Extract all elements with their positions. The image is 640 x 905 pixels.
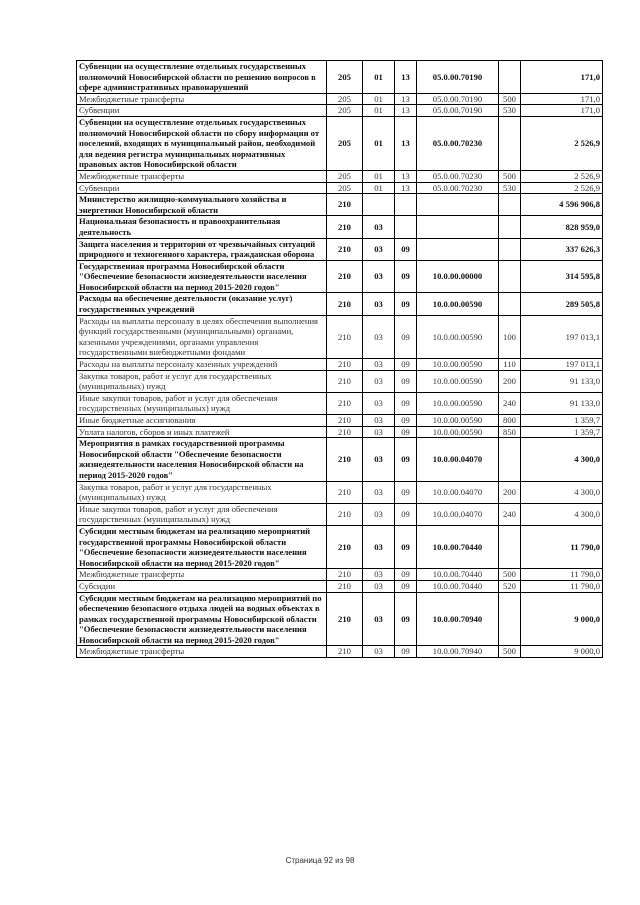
row-vr-cell	[499, 438, 521, 481]
row-vr-cell: 500	[499, 569, 521, 581]
row-name-cell: Расходы на выплаты персоналу казенных учреждений	[77, 359, 327, 371]
row-csr-cell: 05.0.00.70190	[417, 61, 499, 94]
row-sum-cell: 2 526,9	[521, 170, 603, 182]
row-rz-cell: 03	[363, 592, 395, 646]
table-row	[77, 116, 603, 170]
row-csr-cell: 10.0.00.00590	[417, 315, 499, 358]
table-row	[77, 105, 603, 117]
row-csr-cell: 10.0.00.00000	[417, 260, 499, 293]
row-rz-cell: 03	[363, 646, 395, 658]
row-sum-cell: 4 300,0	[521, 503, 603, 525]
row-vr-cell	[499, 260, 521, 293]
row-name-cell: Межбюджетные трансферты	[77, 569, 327, 581]
row-csr-cell: 10.0.00.70940	[417, 646, 499, 658]
row-rz-cell: 03	[363, 580, 395, 592]
row-rz-cell: 01	[363, 182, 395, 194]
row-rz-cell: 03	[363, 569, 395, 581]
row-vr-cell: 800	[499, 415, 521, 427]
row-rz-cell: 03	[363, 293, 395, 315]
row-rz-cell: 01	[363, 61, 395, 94]
row-sum-cell: 828 959,0	[521, 216, 603, 238]
table-row	[77, 392, 603, 414]
row-name-cell: Межбюджетные трансферты	[77, 646, 327, 658]
row-name-cell: Уплата налогов, сборов и иных платежей	[77, 426, 327, 438]
row-csr-cell: 10.0.00.70440	[417, 569, 499, 581]
row-vr-cell: 500	[499, 170, 521, 182]
row-ved-cell: 210	[327, 525, 363, 568]
page-footer: Страница 92 из 98	[285, 856, 355, 865]
row-ved-cell: 210	[327, 238, 363, 260]
row-csr-cell: 10.0.00.00590	[417, 293, 499, 315]
row-rz-cell: 03	[363, 315, 395, 358]
row-ved-cell: 210	[327, 260, 363, 293]
row-csr-cell: 10.0.00.04070	[417, 481, 499, 503]
row-ved-cell: 210	[327, 293, 363, 315]
row-vr-cell: 530	[499, 105, 521, 117]
row-pr-cell: 09	[395, 426, 417, 438]
table-row	[77, 61, 603, 94]
row-ved-cell: 205	[327, 61, 363, 94]
row-sum-cell: 197 013,1	[521, 359, 603, 371]
row-rz-cell	[363, 194, 395, 216]
row-csr-cell: 05.0.00.70230	[417, 182, 499, 194]
row-name-cell: Расходы на обеспечение деятельности (оказание услуг) государственных учреждений	[77, 293, 327, 315]
row-name-cell: Национальная безопасность и правоохранительная деятельность	[77, 216, 327, 238]
row-pr-cell: 13	[395, 170, 417, 182]
table-row	[77, 194, 603, 216]
row-name-cell: Субсидии местным бюджетам на реализацию мероприятий по обеспечению безопасного отдыха людей на водных объектах в рамках государственной программы Новосибирской области "Обеспечение безопасности жизнедеятельности населения Новосибирской области на период 2015-2020 годов"	[77, 592, 327, 646]
row-vr-cell	[499, 194, 521, 216]
row-ved-cell: 210	[327, 569, 363, 581]
row-name-cell: Иные бюджетные ассигнования	[77, 415, 327, 427]
row-ved-cell: 210	[327, 580, 363, 592]
row-pr-cell: 09	[395, 370, 417, 392]
row-sum-cell: 4 300,0	[521, 481, 603, 503]
row-ved-cell: 210	[327, 194, 363, 216]
row-ved-cell: 210	[327, 392, 363, 414]
row-ved-cell: 210	[327, 415, 363, 427]
row-csr-cell: 10.0.00.04070	[417, 503, 499, 525]
row-pr-cell: 09	[395, 359, 417, 371]
row-name-cell: Субвенции	[77, 182, 327, 194]
table-row	[77, 569, 603, 581]
table-row	[77, 260, 603, 293]
row-ved-cell: 210	[327, 426, 363, 438]
row-pr-cell: 09	[395, 392, 417, 414]
row-sum-cell: 4 596 906,8	[521, 194, 603, 216]
row-name-cell: Иные закупки товаров, работ и услуг для обеспечения государственных (муниципальных) нужд	[77, 503, 327, 525]
row-pr-cell: 13	[395, 182, 417, 194]
row-vr-cell: 100	[499, 315, 521, 358]
row-rz-cell: 01	[363, 93, 395, 105]
table-body	[77, 61, 603, 658]
row-sum-cell: 91 133,0	[521, 370, 603, 392]
row-vr-cell: 200	[499, 481, 521, 503]
row-pr-cell: 09	[395, 438, 417, 481]
row-pr-cell: 13	[395, 61, 417, 94]
row-sum-cell: 1 359,7	[521, 415, 603, 427]
row-pr-cell: 13	[395, 105, 417, 117]
row-pr-cell	[395, 216, 417, 238]
row-rz-cell: 03	[363, 438, 395, 481]
row-csr-cell: 10.0.00.00590	[417, 415, 499, 427]
row-rz-cell: 03	[363, 415, 395, 427]
table-row	[77, 415, 603, 427]
row-pr-cell: 09	[395, 592, 417, 646]
row-ved-cell: 210	[327, 359, 363, 371]
row-name-cell: Закупка товаров, работ и услуг для государственных (муниципальных) нужд	[77, 481, 327, 503]
row-ved-cell: 205	[327, 93, 363, 105]
table-row	[77, 592, 603, 646]
row-vr-cell	[499, 238, 521, 260]
table-row	[77, 438, 603, 481]
row-ved-cell: 210	[327, 592, 363, 646]
row-rz-cell: 03	[363, 392, 395, 414]
row-csr-cell	[417, 216, 499, 238]
row-vr-cell: 530	[499, 182, 521, 194]
table-row	[77, 293, 603, 315]
table-row	[77, 315, 603, 358]
row-pr-cell: 09	[395, 260, 417, 293]
row-vr-cell	[499, 61, 521, 94]
row-name-cell: Закупка товаров, работ и услуг для государственных (муниципальных) нужд	[77, 370, 327, 392]
row-rz-cell: 03	[363, 481, 395, 503]
row-rz-cell: 03	[363, 238, 395, 260]
row-pr-cell: 09	[395, 569, 417, 581]
row-rz-cell: 03	[363, 503, 395, 525]
row-vr-cell: 500	[499, 646, 521, 658]
row-rz-cell: 01	[363, 105, 395, 117]
table-row	[77, 580, 603, 592]
row-sum-cell: 9 000,0	[521, 646, 603, 658]
row-csr-cell: 10.0.00.00590	[417, 359, 499, 371]
row-csr-cell: 05.0.00.70190	[417, 93, 499, 105]
row-name-cell: Субвенции на осуществление отдельных государственных полномочий Новосибирской области по решению вопросов в сфере административных правонарушений	[77, 61, 327, 94]
row-name-cell: Защита населения и территории от чрезвычайных ситуаций природного и техногенного характера, гражданская оборона	[77, 238, 327, 260]
row-sum-cell: 11 790,0	[521, 580, 603, 592]
table-row	[77, 93, 603, 105]
row-pr-cell: 09	[395, 481, 417, 503]
row-vr-cell: 520	[499, 580, 521, 592]
table-row	[77, 370, 603, 392]
table-row	[77, 646, 603, 658]
row-rz-cell: 01	[363, 116, 395, 170]
row-sum-cell: 337 626,3	[521, 238, 603, 260]
row-vr-cell: 200	[499, 370, 521, 392]
row-sum-cell: 171,0	[521, 93, 603, 105]
row-ved-cell: 205	[327, 182, 363, 194]
row-rz-cell: 03	[363, 260, 395, 293]
row-sum-cell: 1 359,7	[521, 426, 603, 438]
row-sum-cell: 171,0	[521, 105, 603, 117]
row-ved-cell: 210	[327, 315, 363, 358]
row-sum-cell: 4 300,0	[521, 438, 603, 481]
row-csr-cell: 05.0.00.70230	[417, 170, 499, 182]
row-rz-cell: 03	[363, 370, 395, 392]
row-ved-cell: 210	[327, 646, 363, 658]
row-pr-cell	[395, 194, 417, 216]
budget-table	[76, 60, 603, 658]
row-ved-cell: 210	[327, 216, 363, 238]
row-ved-cell: 205	[327, 105, 363, 117]
row-sum-cell: 11 790,0	[521, 569, 603, 581]
table-row	[77, 503, 603, 525]
row-rz-cell: 03	[363, 426, 395, 438]
row-sum-cell: 11 790,0	[521, 525, 603, 568]
row-pr-cell: 09	[395, 646, 417, 658]
table-row	[77, 359, 603, 371]
row-name-cell: Иные закупки товаров, работ и услуг для обеспечения государственных (муниципальных) нужд	[77, 392, 327, 414]
row-pr-cell: 13	[395, 116, 417, 170]
row-vr-cell	[499, 592, 521, 646]
row-name-cell: Государственная программа Новосибирской области "Обеспечение безопасности жизнедеятельности населения Новосибирской области на период 2015-2020 годов"	[77, 260, 327, 293]
row-name-cell: Мероприятия в рамках государственной программы Новосибирской области "Обеспечение безопасности жизнедеятельности населения Новосибирской области на период 2015-2020 годов"	[77, 438, 327, 481]
row-name-cell: Межбюджетные трансферты	[77, 93, 327, 105]
row-csr-cell	[417, 238, 499, 260]
row-name-cell: Субвенции	[77, 105, 327, 117]
row-rz-cell: 03	[363, 525, 395, 568]
row-vr-cell	[499, 216, 521, 238]
table-row	[77, 238, 603, 260]
row-ved-cell: 210	[327, 481, 363, 503]
row-vr-cell	[499, 116, 521, 170]
row-csr-cell: 05.0.00.70190	[417, 105, 499, 117]
row-rz-cell: 03	[363, 359, 395, 371]
row-csr-cell: 10.0.00.70940	[417, 592, 499, 646]
row-name-cell: Субсидии	[77, 580, 327, 592]
table-row	[77, 481, 603, 503]
row-csr-cell: 05.0.00.70230	[417, 116, 499, 170]
row-sum-cell: 289 505,8	[521, 293, 603, 315]
row-vr-cell: 850	[499, 426, 521, 438]
row-vr-cell	[499, 525, 521, 568]
row-pr-cell: 09	[395, 293, 417, 315]
table-row	[77, 525, 603, 568]
row-ved-cell: 210	[327, 370, 363, 392]
row-rz-cell: 03	[363, 216, 395, 238]
row-name-cell: Министерство жилищно-коммунального хозяйства и энергетики Новосибирской области	[77, 194, 327, 216]
row-sum-cell: 171,0	[521, 61, 603, 94]
row-sum-cell: 314 595,8	[521, 260, 603, 293]
row-csr-cell	[417, 194, 499, 216]
row-sum-cell: 197 013,1	[521, 315, 603, 358]
row-pr-cell: 09	[395, 415, 417, 427]
row-csr-cell: 10.0.00.00590	[417, 392, 499, 414]
row-ved-cell: 205	[327, 116, 363, 170]
row-sum-cell: 91 133,0	[521, 392, 603, 414]
row-name-cell: Межбюджетные трансферты	[77, 170, 327, 182]
row-pr-cell: 09	[395, 238, 417, 260]
row-name-cell: Расходы на выплаты персоналу в целях обеспечения выполнения функций государственными (муниципальными) органами, казенными учреждениями, органами управления государственными внебюджетными фондами	[77, 315, 327, 358]
row-vr-cell: 500	[499, 93, 521, 105]
row-vr-cell: 240	[499, 503, 521, 525]
table-row	[77, 182, 603, 194]
row-ved-cell: 210	[327, 438, 363, 481]
row-rz-cell: 01	[363, 170, 395, 182]
row-pr-cell: 13	[395, 93, 417, 105]
row-pr-cell: 09	[395, 580, 417, 592]
table-row	[77, 170, 603, 182]
row-csr-cell: 10.0.00.00590	[417, 426, 499, 438]
row-ved-cell: 210	[327, 503, 363, 525]
table-row	[77, 426, 603, 438]
row-csr-cell: 10.0.00.70440	[417, 580, 499, 592]
table-row	[77, 216, 603, 238]
row-ved-cell: 205	[327, 170, 363, 182]
row-csr-cell: 10.0.00.00590	[417, 370, 499, 392]
row-pr-cell: 09	[395, 315, 417, 358]
row-vr-cell	[499, 293, 521, 315]
row-csr-cell: 10.0.00.04070	[417, 438, 499, 481]
row-csr-cell: 10.0.00.70440	[417, 525, 499, 568]
row-sum-cell: 2 526,9	[521, 116, 603, 170]
row-sum-cell: 2 526,9	[521, 182, 603, 194]
row-pr-cell: 09	[395, 525, 417, 568]
row-pr-cell: 09	[395, 503, 417, 525]
row-sum-cell: 9 000,0	[521, 592, 603, 646]
row-name-cell: Субсидии местным бюджетам на реализацию мероприятий государственной программы Новосибирской области "Обеспечение безопасности жизнедеятельности населения Новосибирской области на период 2015-2020 годов"	[77, 525, 327, 568]
row-vr-cell: 110	[499, 359, 521, 371]
row-vr-cell: 240	[499, 392, 521, 414]
row-name-cell: Субвенции на осуществление отдельных государственных полномочий Новосибирской области по сбору информации от поселений, входящих в муниципальный район, необходимой для ведения регистра муниципальных нормативных правовых актов Новосибирской области	[77, 116, 327, 170]
